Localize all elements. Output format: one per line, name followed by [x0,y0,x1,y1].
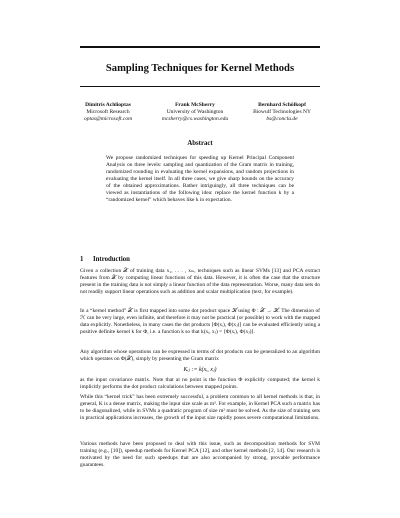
gram-matrix-equation: Kᵢⱼ := k(xᵢ, xⱼ) [183,367,217,373]
author [60,102,156,123]
author-affiliation: Microsoft Research [86,109,130,115]
author-block [70,102,330,132]
section-title: Introduction [93,256,130,263]
author-affiliation: Biowulf Technologies NY [253,109,311,115]
author-name: Dimitris Achlioptas [85,102,131,108]
title-rule-top [80,46,320,48]
abstract-heading: Abstract [187,140,213,147]
author [147,102,243,123]
section-number: 1 [80,256,84,263]
paper-title: Sampling Techniques for Kernel Methods [105,63,295,74]
paragraph: Various methods have been proposed to deal with this issue, such as decomposition methods for SVM training (e.g., [10]), speedup methods for Kernel PCA [12], and other kernel methods [2, 14]. Our research is motivated by the need for such speedups that are also accompanied by strong, provable performance guarantees. [80,441,320,468]
author [234,102,330,123]
paragraph: Given a collection 𝒳 of training data x₁, . . . , xₘ, techniques such as linear SVMs [13] and PCA extract features from 𝒳 by computing linear functions of this data. However, it is often the case that the structure present in the training data is not simply a linear function of the data representation. Worse, many data sets do not readily support linear operations such as addition and scalar multiplication (text, for example). [80,268,320,295]
paragraph: as the input covariance matrix. Note that at no point is the function Φ explicitly computed; the kernel k implicitly performs the dot product calculations between mapped points. [80,377,320,390]
paragraph: Any algorithm whose operations can be expressed in terms of dot products can be generalized to an algorithm which operates on Φ(𝒳), simply by presenting the Gram matrix [80,349,320,362]
author-email: optas@microsoft.com [83,116,133,122]
section-heading [80,256,130,263]
paragraph: In a “kernel method” 𝒳 is first mapped into some dot product space ℋ using Φ : 𝒳 → ℋ. The dimension of ℋ can be very large, even infinite, and therefore it may not be practical (or possible) to work with the mapped data explicitly. Nonetheless, in many cases the dot products ⟨Φ(xᵢ), Φ(xⱼ)⟩ can be evaluated efficiently using a positive definite kernel k for Φ, i.e. a function k so that k(xᵢ, xⱼ) = ⟨Φ(xᵢ), Φ(xⱼ)⟩. [80,308,320,335]
abstract-text: We propose randomized techniques for speeding up Kernel Principal Component Analysis on three levels: sampling and quantization of the Gram matrix in training, randomized rounding in evaluating the kernel expansions, and random projections in evaluating the kernel itself. In all three cases, we give sharp bounds on the accuracy of the obtained approximations. Rather intriguingly, all three techniques can be viewed as instantiations of the following idea: replace the kernel function k by a “randomized kernel” which behaves like k in expectation. [106,155,294,203]
author-name: Bernhard Schölkopf [258,102,306,108]
author-email: mcsherry@cs.washington.edu [161,116,229,122]
paragraph: While this “kernel trick” has been extremely successful, a problem common to all kernel methods is that, in general, K is a dense matrix, making the input size scale as m². For example, in Kernel PCA such a matrix has to be diagonalized, while in SVMs a quadratic program of size m² must be solved. As the size of training sets in practical applications increases, the growth of the input size rapidly poses severe computational limitations. [80,394,320,421]
author-name: Frank McSherry [175,102,215,108]
author-email: bs@conclu.de [266,116,298,122]
author-affiliation: University of Washington [166,109,224,115]
title-rule-bottom [80,86,320,87]
